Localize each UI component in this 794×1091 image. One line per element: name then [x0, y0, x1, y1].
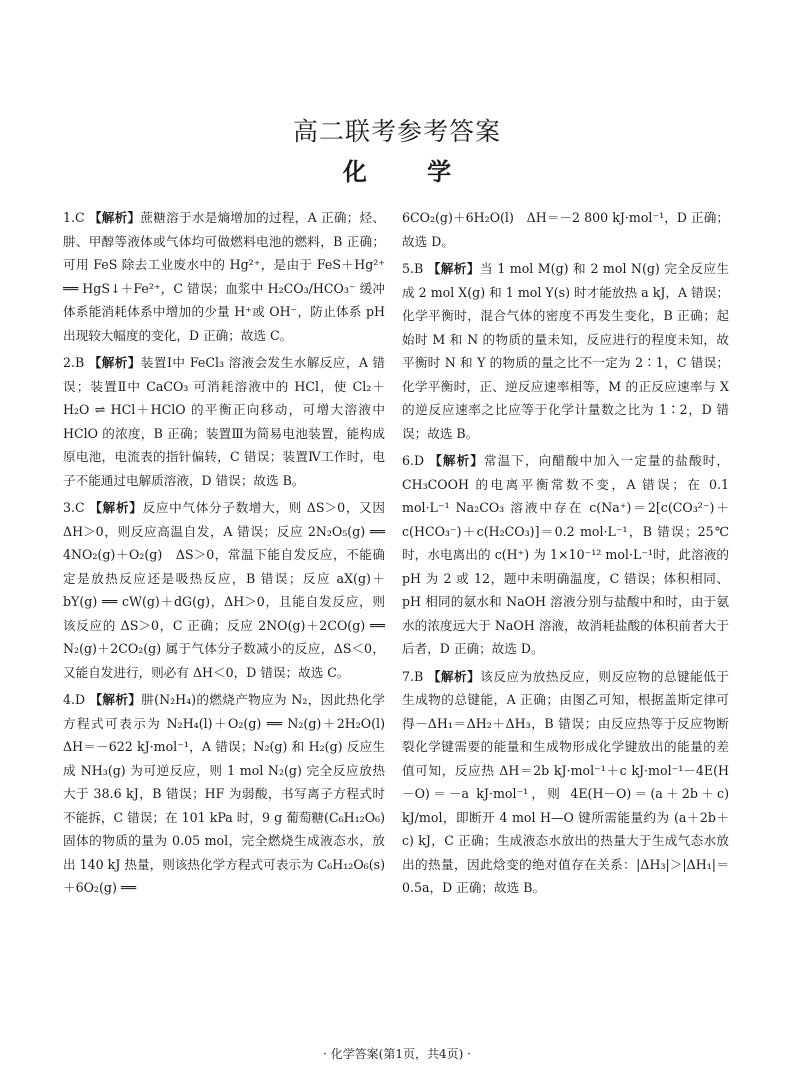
subject-heading: 化 学 — [342, 157, 478, 186]
answer-text: 该反应为放热反应，则反应物的总键能低于生成物的总键能，A 正确；由图乙可知，根据盖斯定律可得－ΔH₁＝ΔH₂＋ΔH₃，B 错误；由反应热等于反应物断裂化学键需要的能量和生成物形成化学键放出的能量的差值可知，反应热 ΔH＝2b kJ·mol⁻¹＋c kJ·mol⁻¹－4E(H－O)＝－a kJ·mol⁻¹，则 4E(H－O)＝(a＋2b＋c) kJ/mol，即断开 4 mol H—O 键所需能量约为 (a＋2b＋c) kJ，C 正确；生成液态水放出的热量大于生成气态水放出的热量，因此焓变的绝对值存在关系：|ΔH₃|＞|ΔH₁|＝0.5a，D 正确；故选 B。 — [402, 668, 730, 895]
answer-number: 2.B — [63, 355, 85, 370]
answer-item-3 — [63, 496, 385, 684]
answer-number: 5.B — [402, 261, 424, 276]
left-column — [63, 206, 398, 904]
analysis-tag: 【解析】 — [427, 261, 480, 276]
analysis-tag: 【解析】 — [429, 453, 484, 468]
answer-text: 反应中气体分子数增大，则 ΔS＞0，又因 ΔH＞0，则反应高温自发，A 错误；反应 2N₂O₅(g) ══ 4NO₂(g)＋O₂(g) ΔS＞0，常温下能自发反应，不能确定是放热反应还是吸热反应，B 错误；反应 aX(g)＋bY(g) ══ cW(g)＋dG(g)，ΔH＞0，且能自发反应，则该反应的 ΔS＞0，C 正确；反应 2NO(g)＋2CO(g) ══ N₂(g)＋2CO₂(g) 属于气体分子数减小的反应，ΔS＜0，又能自发进行，则必有 ΔH＜0，D 错误；故选 C。 — [63, 500, 386, 680]
page-footer: · 化学答案(第1页，共4页) · — [323, 1047, 471, 1061]
answer-number: 7.B — [402, 668, 424, 684]
document-title: 高二联考参考答案 — [292, 117, 501, 146]
answer-item-4 — [63, 688, 398, 900]
answer-text: 蔗糖溶于水是熵增加的过程，A 正确；烃、肼、甲醇等液体或气体均可做燃料电池的燃料，B 正确；可用 FeS 除去工业废水中的 Hg²⁺，是由于 FeS＋Hg²⁺ ══ HgS↓＋Fe²⁺，C 错误；血浆中 H₂CO₃/HCO₃⁻ 缓冲体系能消耗体系中增加的少量 H⁺或 OH⁻，防止体系 pH 出现较大幅度的变化，D 正确；故选 C。 — [63, 210, 385, 343]
answer-text: 肼(N₂H₄)的燃烧产物应为 N₂，因此热化学方程式可表示为 N₂H₄(l)＋O₂(g) ══ N₂(g)＋2H₂O(l) ΔH＝－622 kJ·mol⁻¹，A 错误；N₂(g) 和 H₂(g) 反应生成 NH₃(g) 为可逆反应，则 1 mol N₂(g) 完全反应放热大于 38.6 kJ，B 错误；HF 为弱酸，书写离子方程式时不能拆，C 错误；在 101 kPa 时，9 g 葡萄糖(C₆H₁₂O₆)固体的物质的量为 0.05 mol，完全燃烧生成液态水，放出 140 kJ 热量，则该热化学方程式可表示为 C₆H₁₂O₆(s)＋6O₂(g) ══ — [63, 692, 398, 895]
answer-item-6 — [402, 449, 729, 661]
right-column — [402, 206, 729, 904]
answer-item-4-continued — [402, 206, 729, 253]
analysis-tag: 【解析】 — [88, 210, 141, 225]
answer-number: 3.C — [63, 500, 85, 515]
analysis-tag: 【解析】 — [89, 500, 143, 515]
analysis-tag: 【解析】 — [89, 692, 142, 707]
answer-item-1 — [63, 206, 385, 347]
analysis-tag: 【解析】 — [427, 668, 481, 684]
answer-item-2 — [63, 351, 385, 492]
answer-text: 常温下，向醋酸中加入一定量的盐酸时，CH₃COOH 的电离平衡常数不变，A 错误；在 0.1 mol·L⁻¹ Na₂CO₃ 溶液中存在 c(Na⁺)＝2[c(CO₃²⁻)＋c(HCO₃⁻)＋c(H₂CO₃)]＝0.2 mol·L⁻¹，B 错误；25℃时，水电离出的 c(H⁺) 为 1×10⁻¹² mol·L⁻¹时，此溶液的 pH 为 2 或 12，题中未明确温度，C 错误；体积相同、pH 相同的氨水和 NaOH 溶液分别与盐酸中和时，由于氨水的浓度远大于 NaOH 溶液，故消耗盐酸的体积前者大于后者，D 正确；故选 D。 — [402, 453, 729, 656]
answer-item-7 — [402, 665, 729, 900]
answer-number: 6.D — [402, 453, 425, 468]
answer-text: 6CO₂(g)＋6H₂O(l) ΔH＝－2 800 kJ·mol⁻¹，D 正确；故选 D。 — [402, 210, 729, 249]
answer-text: 装置Ⅰ中 FeCl₃ 溶液会发生水解反应，A 错误；装置Ⅱ中 CaCO₃ 可消耗溶液中的 HCl，使 Cl₂＋H₂O ⇌ HCl＋HClO 的平衡正向移动，可增大溶液中 HClO 的浓度，B 正确；装置Ⅲ为简易电池装置，能构成原电池，电流表的指针偏转，C 错误；装置Ⅳ工作时，电子不能通过电解质溶液，D 错误；故选 B。 — [63, 355, 386, 488]
answer-text: 当 1 mol M(g) 和 2 mol N(g) 完全反应生成 2 mol X(g) 和 1 mol Y(s) 时才能放热 a kJ，A 错误；化学平衡时，混合气体的密度不再发生变化，B 正确；起始时 M 和 N 的物质的量未知，反应进行的程度未知，故平衡时 N 和 Y 的物质的量之比不一定为 2∶1，C 错误；化学平衡时，正、逆反应速率相等，M 的正反应速率与 X 的逆反应速率之比应等于化学计量数之比为 1∶2，D 错误；故选 B。 — [402, 261, 729, 441]
analysis-tag: 【解析】 — [88, 355, 141, 370]
answer-item-5 — [402, 257, 729, 445]
answer-number: 4.D — [63, 692, 86, 707]
answer-number: 1.C — [63, 210, 85, 225]
